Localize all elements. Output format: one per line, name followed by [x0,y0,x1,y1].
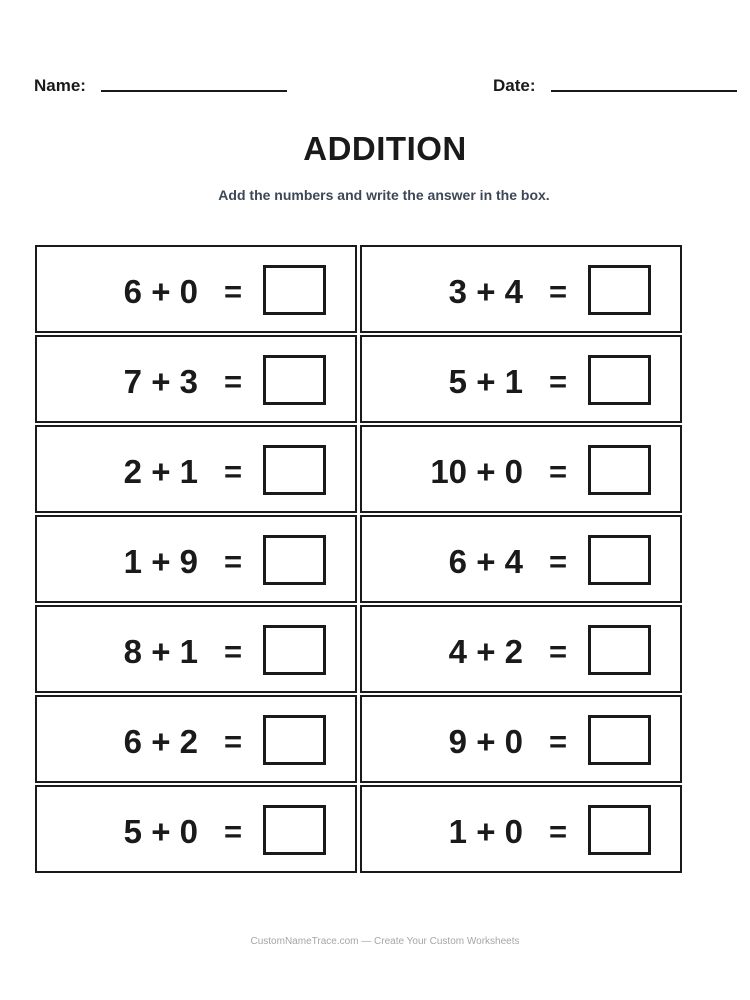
problem-expression: 6 + 4 [448,543,523,580]
problem-cell [360,695,682,783]
problem-cell [360,425,682,513]
equals-sign: = [224,454,243,489]
equals-sign: = [224,634,243,669]
answer-box[interactable] [263,265,326,315]
answer-box[interactable] [588,805,651,855]
problem-cell [35,515,357,603]
problem-cell [35,335,357,423]
equals-sign: = [224,814,243,849]
answer-box[interactable] [263,715,326,765]
problem-grid [35,245,682,873]
date-label: Date: [493,76,536,95]
answer-box[interactable] [263,805,326,855]
equals-sign: = [549,364,568,399]
worksheet-title: ADDITION [303,130,467,167]
problem-expression: 4 + 2 [448,633,523,670]
problem-cell [35,785,357,873]
equals-sign: = [549,454,568,489]
equals-sign: = [549,544,568,579]
answer-box[interactable] [588,265,651,315]
answer-box[interactable] [588,535,651,585]
answer-box[interactable] [263,625,326,675]
problem-cell [360,245,682,333]
answer-box[interactable] [588,715,651,765]
problem-cell [360,605,682,693]
answer-box[interactable] [588,625,651,675]
problem-cell [35,605,357,693]
problem-expression: 8 + 1 [123,633,198,670]
problem-cell [35,695,357,783]
name-label: Name: [34,76,86,95]
problem-expression: 5 + 0 [123,813,198,850]
problem-expression: 1 + 9 [123,543,198,580]
problem-expression: 3 + 4 [448,273,523,310]
answer-box[interactable] [263,535,326,585]
answer-box[interactable] [263,445,326,495]
answer-box[interactable] [263,355,326,405]
problem-expression: 7 + 3 [123,363,198,400]
problem-expression: 6 + 2 [123,723,198,760]
equals-sign: = [224,724,243,759]
equals-sign: = [549,814,568,849]
problem-expression: 2 + 1 [123,453,198,490]
problem-cell [360,515,682,603]
problem-expression: 9 + 0 [448,723,523,760]
date-field-line[interactable] [551,90,737,92]
problem-cell [360,785,682,873]
name-field-line[interactable] [101,90,287,92]
problem-expression: 6 + 0 [123,273,198,310]
problem-cell [35,245,357,333]
equals-sign: = [224,274,243,309]
problem-cell [360,335,682,423]
footer-text: CustomNameTrace.com — Create Your Custom Worksheets [250,936,520,947]
equals-sign: = [549,724,568,759]
answer-box[interactable] [588,355,651,405]
answer-box[interactable] [588,445,651,495]
problem-expression: 1 + 0 [448,813,523,850]
equals-sign: = [224,544,243,579]
worksheet-instructions: Add the numbers and write the answer in the box. [218,187,550,203]
equals-sign: = [224,364,243,399]
problem-expression: 5 + 1 [448,363,523,400]
problem-cell [35,425,357,513]
equals-sign: = [549,274,568,309]
problem-expression: 10 + 0 [430,453,523,490]
equals-sign: = [549,634,568,669]
